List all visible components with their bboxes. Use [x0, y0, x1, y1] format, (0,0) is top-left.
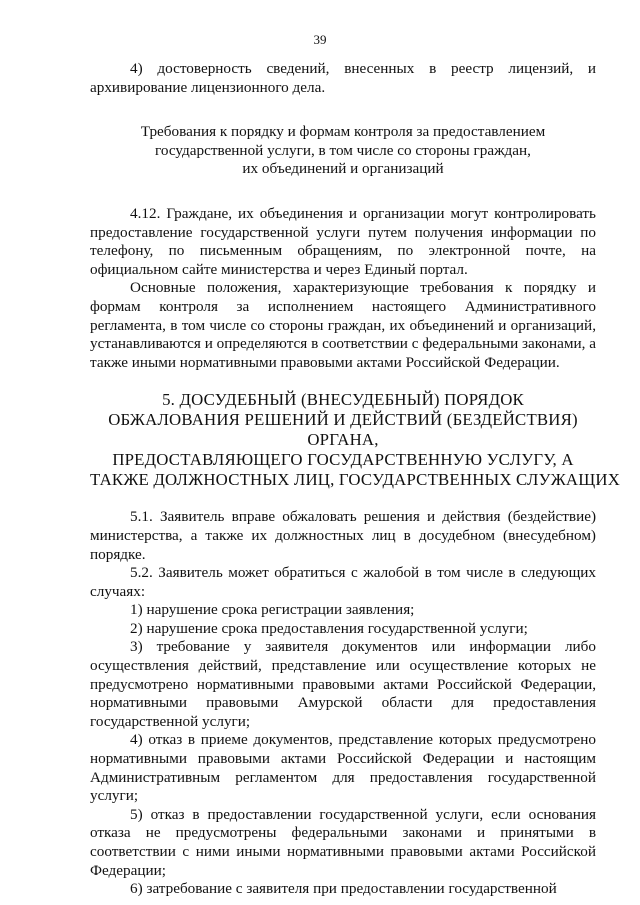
list-item-2: 2) нарушение срока предоставления государственной услуги; [130, 619, 528, 637]
heading-line: ПРЕДОСТАВЛЯЮЩЕГО ГОСУДАРСТВЕННУЮ УСЛУГУ, А [112, 450, 574, 470]
list-item-3: 3) требование у заявителя документов или информации либо осуществления действий, представление или осуществление которых не предусмотрено нормативными правовыми актами Российской Федерации, нормативными правовыми Амурской области для предоставления государственной услуги; [90, 638, 596, 730]
control-requirements-subheading [90, 123, 596, 179]
list-item-6: 6) затребование с заявителя при предоставлении государственной [130, 880, 557, 898]
paragraph-5-1: 5.1. Заявитель вправе обжаловать решения и действия (бездействие) министерства, а также их должностных лиц в досудебном (внесудебном) порядке. [90, 508, 596, 563]
paragraph-main-provisions: Основные положения, характеризующие требования к порядку и формам контроля за исполнением настоящего Административного регламента, в том числе со стороны граждан, их объединений и организаций, устанавливаются и определяются в соответствии с федеральными законами, а также иными нормативными правовыми актами Российской Федерации. [90, 279, 596, 371]
heading-line: 5. ДОСУДЕБНЫЙ (ВНЕСУДЕБНЫЙ) ПОРЯДОК [162, 390, 524, 410]
section-5-heading [90, 390, 621, 490]
paragraph-item-4: 4) достоверность сведений, внесенных в реестр лицензий, и архивирование лицензионного дела. [90, 60, 596, 96]
list-item-1: 1) нарушение срока регистрации заявления; [130, 601, 415, 619]
subheading-line: Требования к порядку и формам контроля за предоставлением [140, 123, 546, 141]
subheading-line: их объединений и организаций [242, 160, 444, 178]
page-number: 39 [313, 32, 327, 47]
list-item-4: 4) отказ в приеме документов, представление которых предусмотрено нормативными правовыми актами Российской Федерации и настоящим Административным регламентом для предоставления государственной услуги; [90, 731, 596, 805]
paragraph-4-12: 4.12. Граждане, их объединения и организации могут контролировать предоставление государственной услуги путем получения информации по телефону, по письменным обращениям, по электронной почте, на официальном сайте министерства и через Единый портал. [90, 204, 596, 278]
page-content [90, 60, 621, 899]
heading-line: ОБЖАЛОВАНИЯ РЕШЕНИЙ И ДЕЙСТВИЙ (БЕЗДЕЙСТВИЯ) [108, 410, 578, 430]
heading-line: ТАКЖЕ ДОЛЖНОСТНЫХ ЛИЦ, ГОСУДАРСТВЕННЫХ СЛУЖАЩИХ [90, 470, 621, 490]
paragraph-5-2: 5.2. Заявитель может обратиться с жалобой в том числе в следующих случаях: [90, 564, 596, 600]
list-item-5: 5) отказ в предоставлении государственной услуги, если основания отказа не предусмотрены федеральными законами и принятыми в соответствии с ними иными нормативными правовыми актами Российской Федерации; [90, 805, 596, 879]
subheading-line: государственной услуги, в том числе со стороны граждан, [155, 141, 531, 159]
heading-line: ОРГАНА, [307, 430, 379, 450]
